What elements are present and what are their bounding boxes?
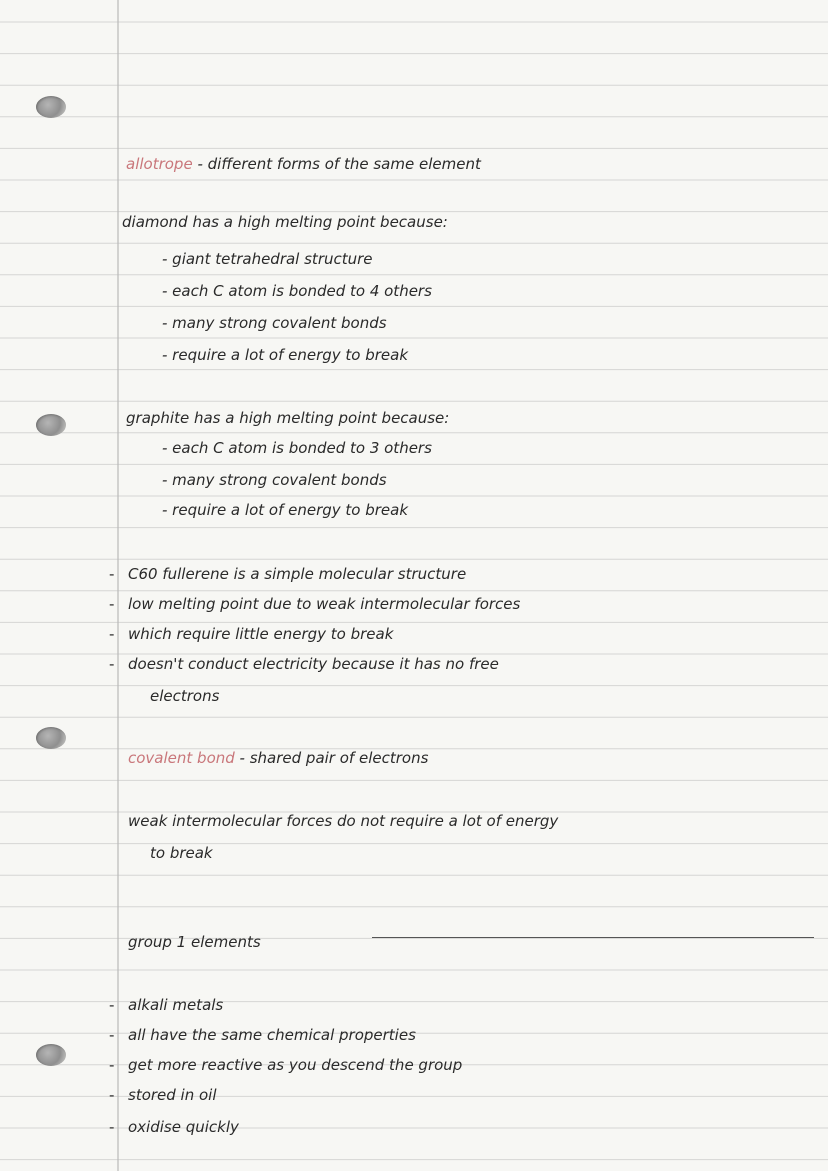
punch-hole-1 [36, 96, 66, 118]
diamond-point-2: - each C atom is bonded to 4 others [162, 282, 432, 300]
group1-heading-rule [372, 937, 814, 938]
covalent-definition [128, 743, 428, 773]
group1-heading: group 1 elements [128, 933, 261, 951]
allotrope-def: - different forms of the same element [192, 155, 481, 173]
punch-hole-4 [36, 1044, 66, 1066]
diamond-point-1: - giant tetrahedral structure [162, 250, 373, 268]
fullerene-line-1: C60 fullerene is a simple molecular structure [128, 565, 467, 583]
punch-hole-3 [36, 727, 66, 749]
graphite-point-1: - each C atom is bonded to 3 others [162, 439, 432, 457]
diamond-point-3: - many strong covalent bonds [162, 314, 387, 332]
covalent-term: covalent bond [128, 749, 235, 767]
fullerene-line-3: which require little energy to break [128, 625, 394, 643]
group1-item-1: alkali metals [128, 996, 224, 1014]
fullerene-dash-2: - [109, 595, 115, 613]
graphite-heading: graphite has a high melting point because: [126, 409, 450, 427]
group1-dash-5: - [109, 1118, 115, 1136]
covalent-def: - shared pair of electrons [234, 749, 429, 767]
fullerene-line-4: doesn't conduct electricity because it has no free [128, 655, 499, 673]
group1-item-4: stored in oil [128, 1086, 217, 1104]
group1-item-5: oxidise quickly [128, 1118, 239, 1136]
diamond-point-4: - require a lot of energy to break [162, 346, 409, 364]
group1-dash-1: - [109, 996, 115, 1014]
diamond-heading: diamond has a high melting point because: [122, 213, 448, 231]
fullerene-line-2: low melting point due to weak intermolecular forces [128, 595, 521, 613]
allotrope-term: allotrope [126, 155, 193, 173]
group1-dash-3: - [109, 1056, 115, 1074]
fullerene-dash-1: - [109, 565, 115, 583]
graphite-point-3: - require a lot of energy to break [162, 501, 409, 519]
allotrope-definition [126, 149, 481, 179]
fullerene-dash-3: - [109, 625, 115, 643]
group1-item-3: get more reactive as you descend the group [128, 1056, 463, 1074]
group1-item-2: all have the same chemical properties [128, 1026, 416, 1044]
punch-hole-2 [36, 414, 66, 436]
weak-forces-line-1: weak intermolecular forces do not require a lot of energy [128, 812, 559, 830]
group1-dash-2: - [109, 1026, 115, 1044]
weak-forces-line-2: to break [150, 844, 213, 862]
fullerene-line-5: electrons [150, 687, 220, 705]
graphite-point-2: - many strong covalent bonds [162, 471, 387, 489]
fullerene-dash-4: - [109, 655, 115, 673]
group1-dash-4: - [109, 1086, 115, 1104]
